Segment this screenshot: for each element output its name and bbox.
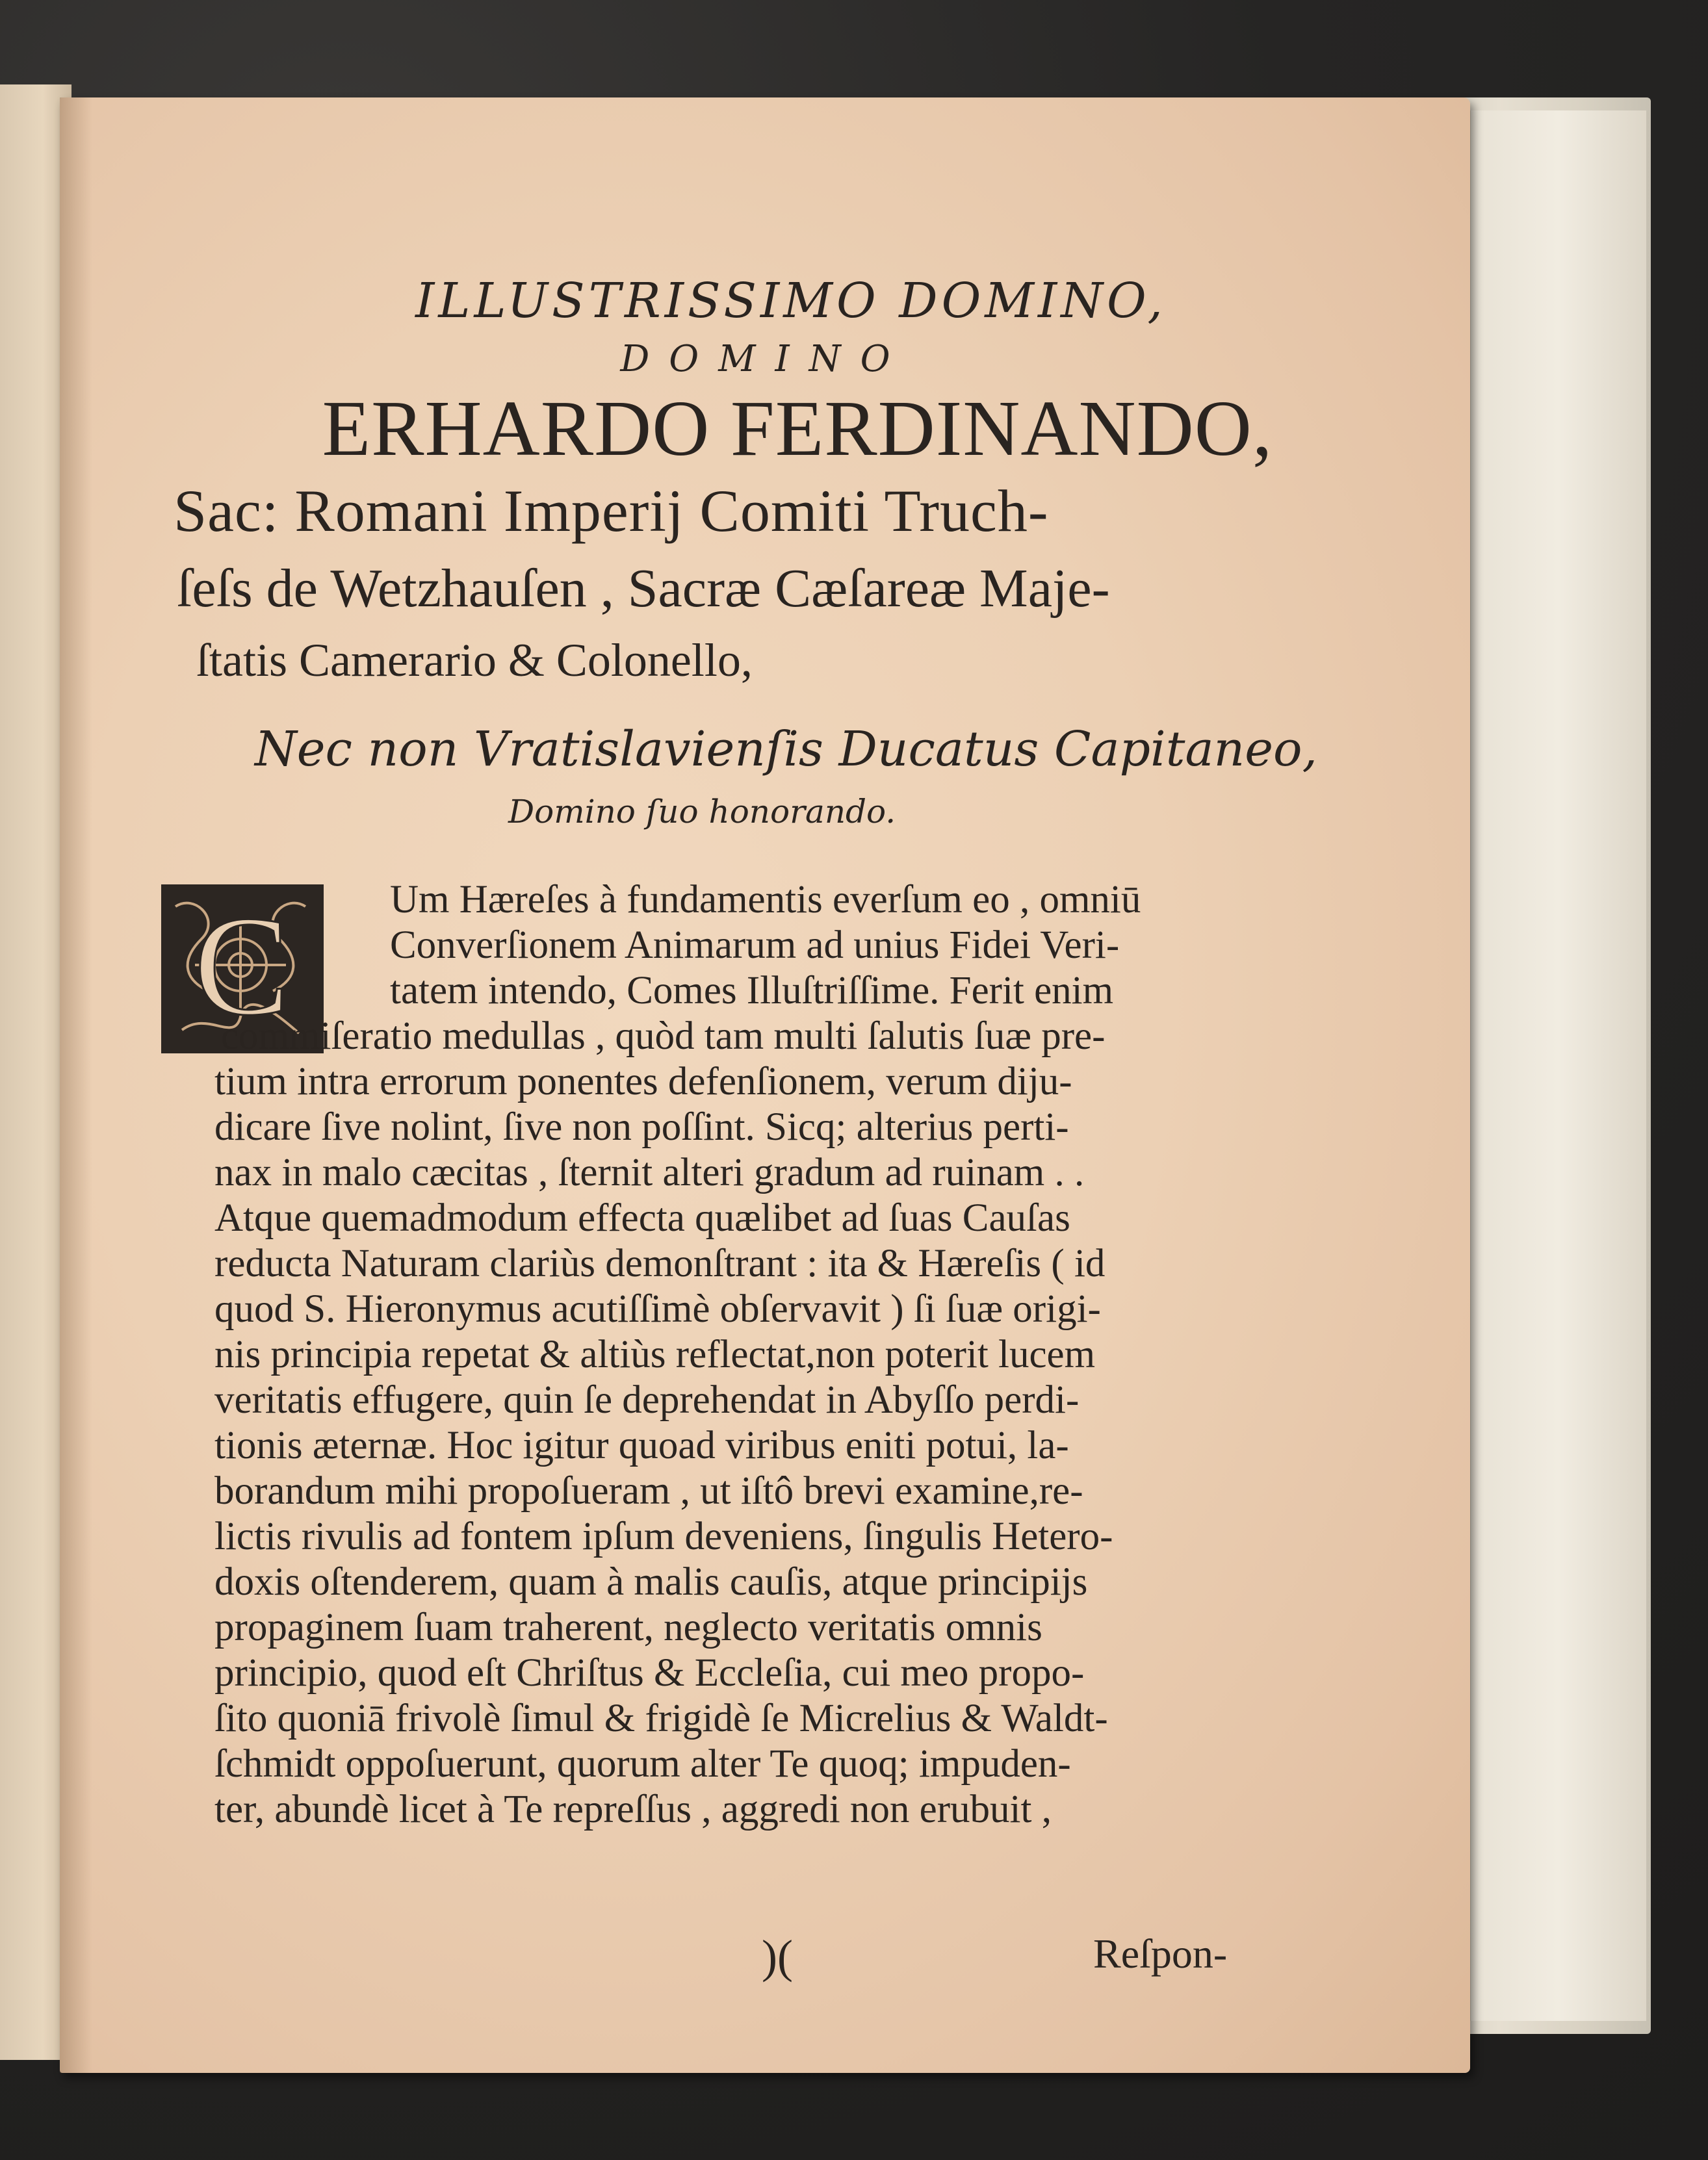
title-line-1: ILLUSTRISSIMO DOMINO, bbox=[415, 273, 1167, 329]
body-line: lictis rivulis ad fontem ipſum deveniens, ſingulis Hetero- bbox=[214, 1515, 1113, 1558]
body-line: dicare ſive nolint, ſive non poſſint. Sicq; alterius perti- bbox=[214, 1105, 1069, 1149]
signature-mark: )( bbox=[762, 1931, 793, 1983]
body-line: tium intra errorum ponentes defenſionem, verum diju- bbox=[214, 1060, 1072, 1103]
body-line: ſchmidt oppoſuerunt, quorum alter Te quoq; impuden- bbox=[214, 1742, 1071, 1786]
body-line: veritatis effugere, quin ſe deprehendat in Abyſſo perdi- bbox=[214, 1378, 1080, 1422]
body-line: commiſeratio medullas , quòd tam multi ſalutis ſuæ pre- bbox=[221, 1014, 1106, 1058]
title-name: ERHARDO FERDINANDO, bbox=[322, 385, 1273, 472]
body-line: Um Hæreſes à fundamentis everſum eo , omniū bbox=[390, 878, 1141, 921]
title-line-7: Nec non Vratislavienſis Ducatus Capitaneo, bbox=[255, 721, 1318, 777]
body-line: reducta Naturam clariùs demonſtrant : ita & Hæreſis ( id bbox=[214, 1242, 1106, 1285]
title-line-2: DOMINO bbox=[620, 338, 910, 380]
body-line: doxis oſtenderem, quam à malis cauſis, atque principijs bbox=[214, 1560, 1088, 1604]
body-line: nax in malo cæcitas , ſternit alteri gradum ad ruinam . . bbox=[214, 1151, 1085, 1194]
title-line-5: ſeſs de Wetzhauſen , Sacræ Cæſareæ Maje- bbox=[177, 558, 1110, 619]
title-line-4: Sac: Romani Imperij Comiti Truch- bbox=[174, 478, 1049, 544]
body-line: quod S. Hieronymus acutiſſimè obſervavit ) ſi ſuæ origi- bbox=[214, 1287, 1101, 1331]
catchword: Reſpon- bbox=[1093, 1931, 1228, 1977]
body-line: propaginem ſuam traherent, neglecto veritatis omnis bbox=[214, 1606, 1042, 1649]
title-line-6: ſtatis Camerario & Colonello, bbox=[196, 634, 753, 686]
body-line: tionis æternæ. Hoc igitur quoad viribus eniti potui, la- bbox=[214, 1424, 1069, 1467]
body-line: principio, quod eſt Chriſtus & Eccleſia, cui meo propo- bbox=[214, 1651, 1085, 1695]
body-line: nis principia repetat & altiùs reflectat,non poterit lucem bbox=[214, 1333, 1096, 1376]
body-line: Atque quemadmodum effecta quælibet ad ſuas Cauſas bbox=[214, 1196, 1070, 1240]
body-line: ter, abundè licet à Te repreſſus , aggredi non erubuit , bbox=[214, 1788, 1052, 1831]
book-page bbox=[60, 97, 1470, 2073]
body-line: tatem intendo, Comes Illuſtriſſime. Ferit enim bbox=[390, 969, 1114, 1012]
body-line: borandum mihi propoſueram , ut iſtô brevi examine,re- bbox=[214, 1469, 1083, 1513]
title-line-8: Domino ſuo honorando. bbox=[508, 793, 896, 830]
body-line: Converſionem Animarum ad unius Fidei Veri- bbox=[390, 923, 1120, 967]
body-line: ſito quoniā frivolè ſimul & frigidè ſe Micrelius & Waldt- bbox=[214, 1697, 1108, 1740]
initial-letter: C bbox=[194, 886, 290, 1045]
